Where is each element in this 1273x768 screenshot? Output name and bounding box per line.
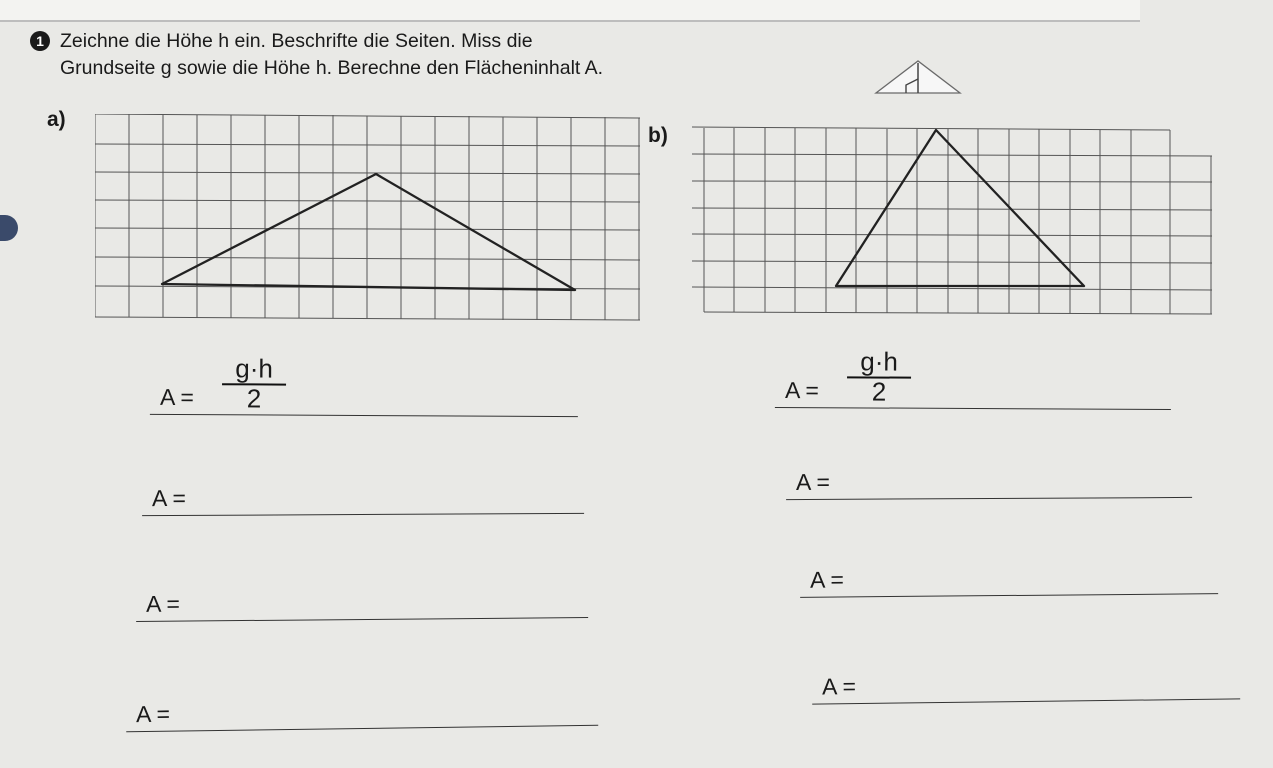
task-number-badge: 1 [30, 31, 50, 51]
triangle-height-icon [872, 57, 964, 99]
formula-denominator: 2 [871, 376, 887, 407]
answer-label: A = [159, 383, 194, 411]
answer-label: A = [135, 700, 171, 728]
answer-line-b-2[interactable] [800, 559, 1218, 598]
area-formula-fraction [847, 348, 911, 405]
answer-line-b-3[interactable] [812, 664, 1240, 704]
answer-label: A = [809, 566, 845, 593]
instruction-line-1: Zeichne die Höhe h ein. Beschrifte die Seiten. Miss die [60, 30, 533, 52]
instruction-line-2: Grundseite g sowie die Höhe h. Berechne den Flächeninhalt A. [60, 57, 604, 79]
answer-label: A = [151, 484, 186, 512]
answer-line-a-1[interactable] [142, 479, 584, 516]
binder-tab [0, 215, 18, 241]
triangle-a [162, 174, 575, 290]
answer-label: A = [821, 673, 857, 700]
formula-denominator: 2 [246, 383, 262, 414]
formula-numerator: g·h [847, 348, 911, 378]
part-b-label: b) [648, 124, 668, 147]
answer-line-a-2[interactable] [136, 583, 588, 622]
answer-line-a-3[interactable] [126, 691, 598, 733]
grid-b [692, 124, 1216, 318]
answer-line-b-1[interactable] [786, 463, 1192, 500]
answer-label: A = [145, 590, 181, 617]
part-a-label: a) [47, 108, 66, 131]
grid-a [95, 114, 645, 322]
answer-label: A = [784, 377, 819, 404]
answer-label: A = [795, 468, 830, 496]
page-edge [0, 0, 1140, 22]
task-instructions [60, 28, 880, 82]
area-formula-fraction [222, 355, 286, 412]
formula-numerator: g·h [222, 355, 286, 385]
